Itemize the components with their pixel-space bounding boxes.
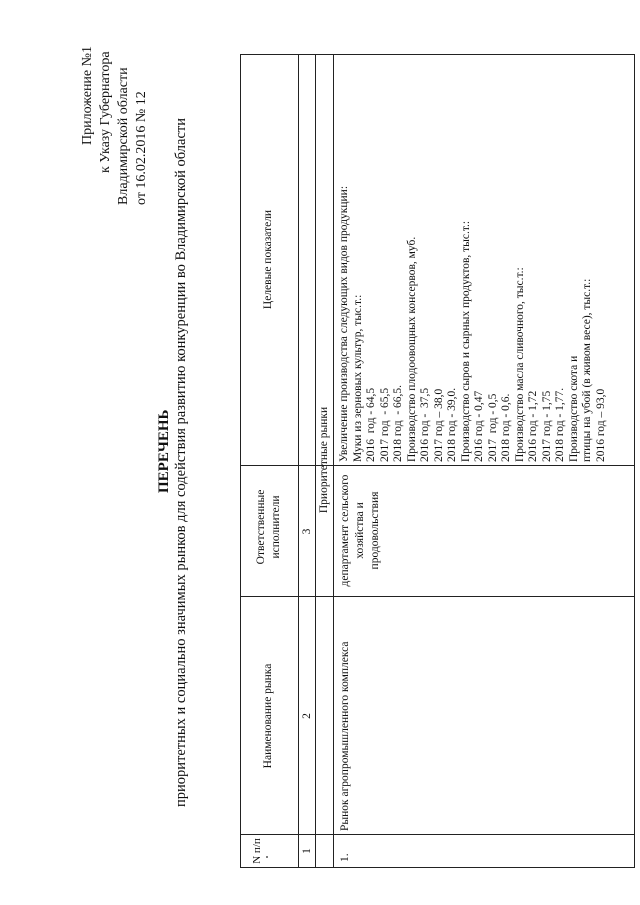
target-line: Производство сыров и сырных продуктов, тыс.т.: [459, 220, 472, 462]
target-line: 2016 год - 37,5 [419, 387, 431, 462]
target-line: 2018 год - 39,0. [446, 387, 458, 462]
row-1-executors: департамент сельского хозяйства и продовольствия [339, 474, 381, 587]
target-line: Производство масла сливочного, тыс.т.: [513, 267, 526, 462]
target-line: птицы на убой (в живом весе), тыс.т.: [581, 278, 593, 462]
target-line: 2017 год - 1,75 [540, 390, 553, 462]
row-1-num: 1. [339, 853, 351, 862]
row-1-targets [338, 186, 608, 462]
colnum-2: 2 [301, 713, 313, 719]
target-line: 2018 год - 1,77. [554, 387, 566, 462]
markets-table [240, 54, 635, 868]
target-line: Увеличение производства следующих видов продукции: [338, 185, 350, 462]
document-title: ПЕРЕЧЕНЬ [156, 409, 172, 493]
appendix-line-3: Владимирской области [116, 67, 131, 205]
target-line: Производство плодоовощных консервов, муб. [405, 236, 418, 462]
colnum-3: 3 [301, 528, 313, 535]
appendix-line-1: Приложение №1 [80, 46, 95, 145]
target-line: Производство скота и [567, 355, 580, 462]
header-market: Наименование рынка [262, 663, 274, 769]
section-title: Приоритетные рынки [318, 406, 330, 514]
header-targets: Целевые показатели [262, 209, 274, 310]
target-line: 2016 год - 0,47 [473, 390, 485, 462]
header-executors: Ответственные исполнители [255, 489, 282, 565]
row-1-market: Рынок агропромышленного комплекса [339, 641, 351, 831]
target-line: 2016 год - 1,72 [527, 390, 539, 462]
target-line: 2016 год - 64,5 [365, 387, 377, 462]
target-line: 2018 год - 66,5. [392, 384, 404, 462]
target-line: 2017 год - 0,5 [486, 393, 499, 462]
target-line: 2018 год - 0,6. [500, 393, 512, 462]
target-line: 2017 год - 65,5 [378, 387, 391, 462]
colnum-1: 1 [301, 848, 313, 854]
scan-speck [266, 856, 268, 858]
appendix-line-4: от 16.02.2016 № 12 [134, 91, 149, 205]
target-line: 2016 год – 93,0 [594, 388, 607, 462]
header-num: N п/п [251, 838, 263, 864]
appendix-line-2: к Указу Губернатора [98, 51, 113, 173]
document-subtitle: приоритетных и социально значимых рынков для содействия развитию конкуренции во Владимирской области [173, 117, 189, 807]
target-line: Муки из зерновых культур, тыс.т.: [351, 294, 364, 462]
target-line: 2017 год – 38,0 [432, 388, 445, 462]
